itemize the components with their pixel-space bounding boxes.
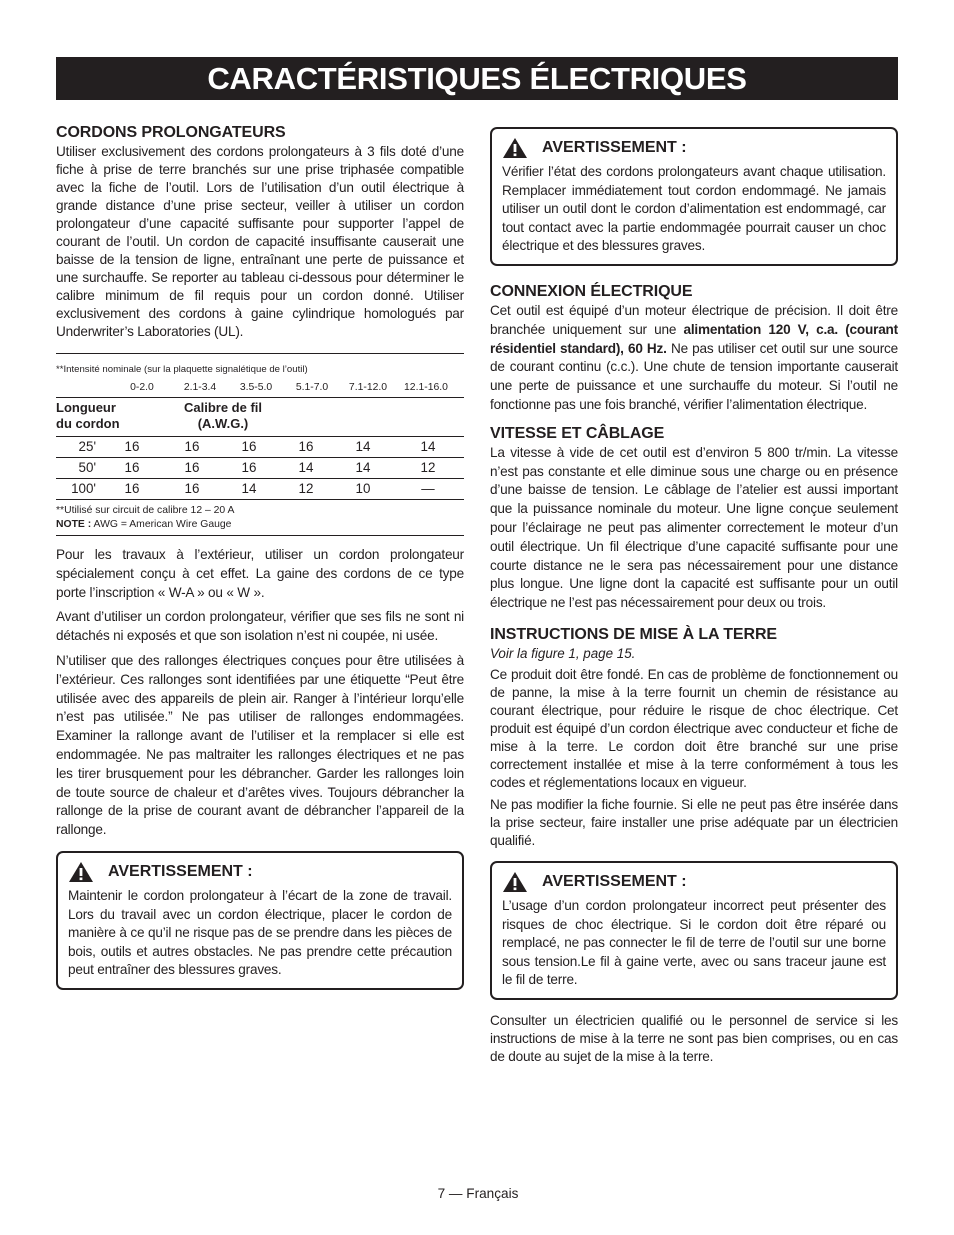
gauge-table [56, 353, 464, 536]
table-footnote: **Utilisé sur circuit de calibre 12 – 20 A NOTE : AWG = American Wire Gauge [56, 500, 464, 536]
rallonges-paragraph: N’utiliser que des rallonges électriques conçues pour être utilisées à l’extérieur. Ces rallonges sont identifiées par une étiquette “Peut être utilisée avec des appareils de plein air. Ranger à l’intérieur lorqu’elle n’est pas utilisée.” Ne pas utiliser de rallonges endommagées. Examiner la rallonge avant de l’utiliser et la remplacer si elle est endommagée. Ne pas maltraiter les rallonges électriques et ne pas les tirer brusquement pour les débrancher. Garder les rallonges loin de toute source de chaleur et d’arêtes vives. Toujours débrancher la rallonge de la prise de courant avant de débrancher l’appareil de la rallonge. [56, 652, 464, 838]
amp-range: 12.1-16.0 [404, 382, 448, 393]
terre-text: Ce produit doit être fondé. En cas de problème de fonctionnement ou de panne, la mise à la terre fournit un chemin de résistance au courant électrique, pour réduire le risque de choc électrique. Cet produit est équipé d’un cordon électrique avec conducteur et fiche de mise à la terre. Le cordon doit être branché sur une prise correctement installée et mise à la terre conformément à tous les codes et réglementations locaux en vigueur. [490, 666, 898, 790]
amp-ranges-row [56, 376, 464, 398]
warning-icon [502, 137, 528, 159]
avant-paragraph: Avant d’utiliser un cordon prolongateur, vérifier que ses fils ne sont ni détachés ni exposés et que son isolation n’est ni coupée, ni usée. [56, 609, 464, 644]
right-column [490, 127, 898, 1066]
warning-text: Vérifier l’état des cordons prolongateurs avant chaque utilisation. Remplacer immédiatement tout cordon endommagé. Ne jamais utiliser un outil dont le cordon d’alimentation est endommagé, car tout contact avec la partie endommagée pourrait causer un choc électrique et des blessures graves. [502, 164, 886, 254]
warning-box [490, 127, 898, 266]
exterieur-paragraph: Pour les travaux à l’extérieur, utiliser un cordon prolongateur spécialement conçu à cet effet. La gaine des cordons de ce type porte l’inscription « W-A » ou « W ». [56, 547, 464, 600]
connexion-text: Cet outil est équipé d’un moteur électrique de précision. Il doit être branchée uniquement sur une alimentation 120 V, c.a. (courant résidentiel standard), 60 Hz. Ne pas utiliser cet outil sur une source de courant continu (c.c.). Une chute de tension importante causerait une perte de puissance et une surchauffe du moteur. Si l’outil ne fonctionne pas une fois branché, vérifier l’alimentation électrique. [490, 302, 898, 412]
connexion-heading: CONNEXION ÉLECTRIQUE [490, 282, 693, 300]
amp-range: 5.1-7.0 [295, 382, 329, 393]
page-footer: 7 — Français [437, 1186, 519, 1201]
amp-range: 7.1-12.0 [348, 382, 388, 393]
warning-icon [68, 861, 94, 883]
amp-range: 0-2.0 [130, 382, 154, 393]
warning-box [490, 861, 898, 1000]
gauge-header: Calibre de fil (A.W.G.) [183, 400, 263, 431]
warning-title: AVERTISSEMENT : [542, 139, 687, 156]
page-title: CARACTÉRISTIQUES ÉLECTRIQUES [56, 57, 898, 100]
warning-title: AVERTISSEMENT : [108, 862, 253, 880]
consulter-text: Consulter un électricien qualifié ou le personnel de service si les instructions de mise à la terre ne sont pas bien comprises, ou en cas de doute au sujet de la mise à la terre. [490, 1012, 898, 1064]
figure-reference: Voir la figure 1, page 15. [490, 645, 636, 661]
terre-heading: INSTRUCTIONS DE MISE À LA TERRE [490, 625, 777, 643]
cordons-heading: CORDONS PROLONGATEURS [56, 124, 286, 141]
warning-box [56, 851, 464, 990]
table-row: 100' 16 16 14 12 10 — [56, 479, 464, 500]
warning-title: AVERTISSEMENT : [542, 872, 687, 890]
table-row: 25' 16 16 16 16 14 14 [56, 437, 464, 458]
warning-text: L’usage d’un cordon prolongateur incorrect peut présenter des risques de choc électrique. Si le cordon doit être réparé ou remplacé, ne pas connecter le fil de terre de l’outil sur une borne sous tension.Le fil à gaine verte, avec ou sans traceur jaune est le fil de terre. [502, 897, 886, 988]
table-row: 50' 16 16 16 14 14 12 [56, 458, 464, 479]
vitesse-heading: VITESSE ET CÂBLAGE [490, 424, 665, 442]
table-caption: **Intensité nominale (sur la plaquette signalétique de l’outil) [56, 364, 308, 375]
left-column [56, 123, 464, 990]
length-header: Longueur du cordon [56, 400, 120, 431]
warning-icon [502, 871, 528, 893]
table-header [56, 398, 464, 437]
cordons-text: Utiliser exclusivement des cordons prolongateurs à 3 fils doté d’une fiche à prise de terre branchés sur une prise triphasée compatible avec la fiche de l’outil. Lors de l’utilisation d’un outil électrique à grande distance d’une prise secteur, veiller à utiliser un cordon prolongateur d’une capacité suffisante pour supporter l’appel de courant de l’outil. Un cordon de capacité insuffisante causerait une baisse de la tension de ligne, entraînant une perte de puissance et une surchauffe. Se reporter au tableau ci-dessous pour déterminer le calibre minimum de fil requis pour un cordon donné. Utiliser exclusivement des cordons à gaine cylindrique homologués par Underwriter’s Laboratories (UL). [56, 144, 464, 339]
amp-range: 2.1-3.4 [183, 382, 217, 393]
vitesse-text: La vitesse à vide de cet outil est d’environ 5 800 tr/min. La vitesse n’est pas constante et elle diminue sous une charge ou en présence d’une baisse de tension. Le câblage de l’atelier est aussi important que la puissance nominale du moteur. Une ligne conçue seulement pour l’éclairage ne peut pas alimenter correctement le moteur d’un outil électrique. Un fil électrique d’une capacité suffisante pour une courte distance ne le sera pas nécessairement pour une distance plus longue. Une ligne dont la capacité est suffisante pour un outil électrique ne l’est pas nécessairement pour deux ou trois. [490, 444, 898, 611]
warning-text: Maintenir le cordon prolongateur à l’écart de la zone de travail. Lors du travail avec un cordon électrique, placer le cordon de manière à ce qu’il ne risque pas de se prendre dans les pièces de bois, outils et autres obstacles. Ne pas prendre cette précaution peut entraîner des blessures graves. [68, 887, 452, 978]
amp-range: 3.5-5.0 [239, 382, 273, 393]
terre-text-2: Ne pas modifier la fiche fournie. Si elle ne peut pas être insérée dans la prise secteur, faire installer une prise adéquate par un électricien qualifié. [490, 796, 898, 848]
